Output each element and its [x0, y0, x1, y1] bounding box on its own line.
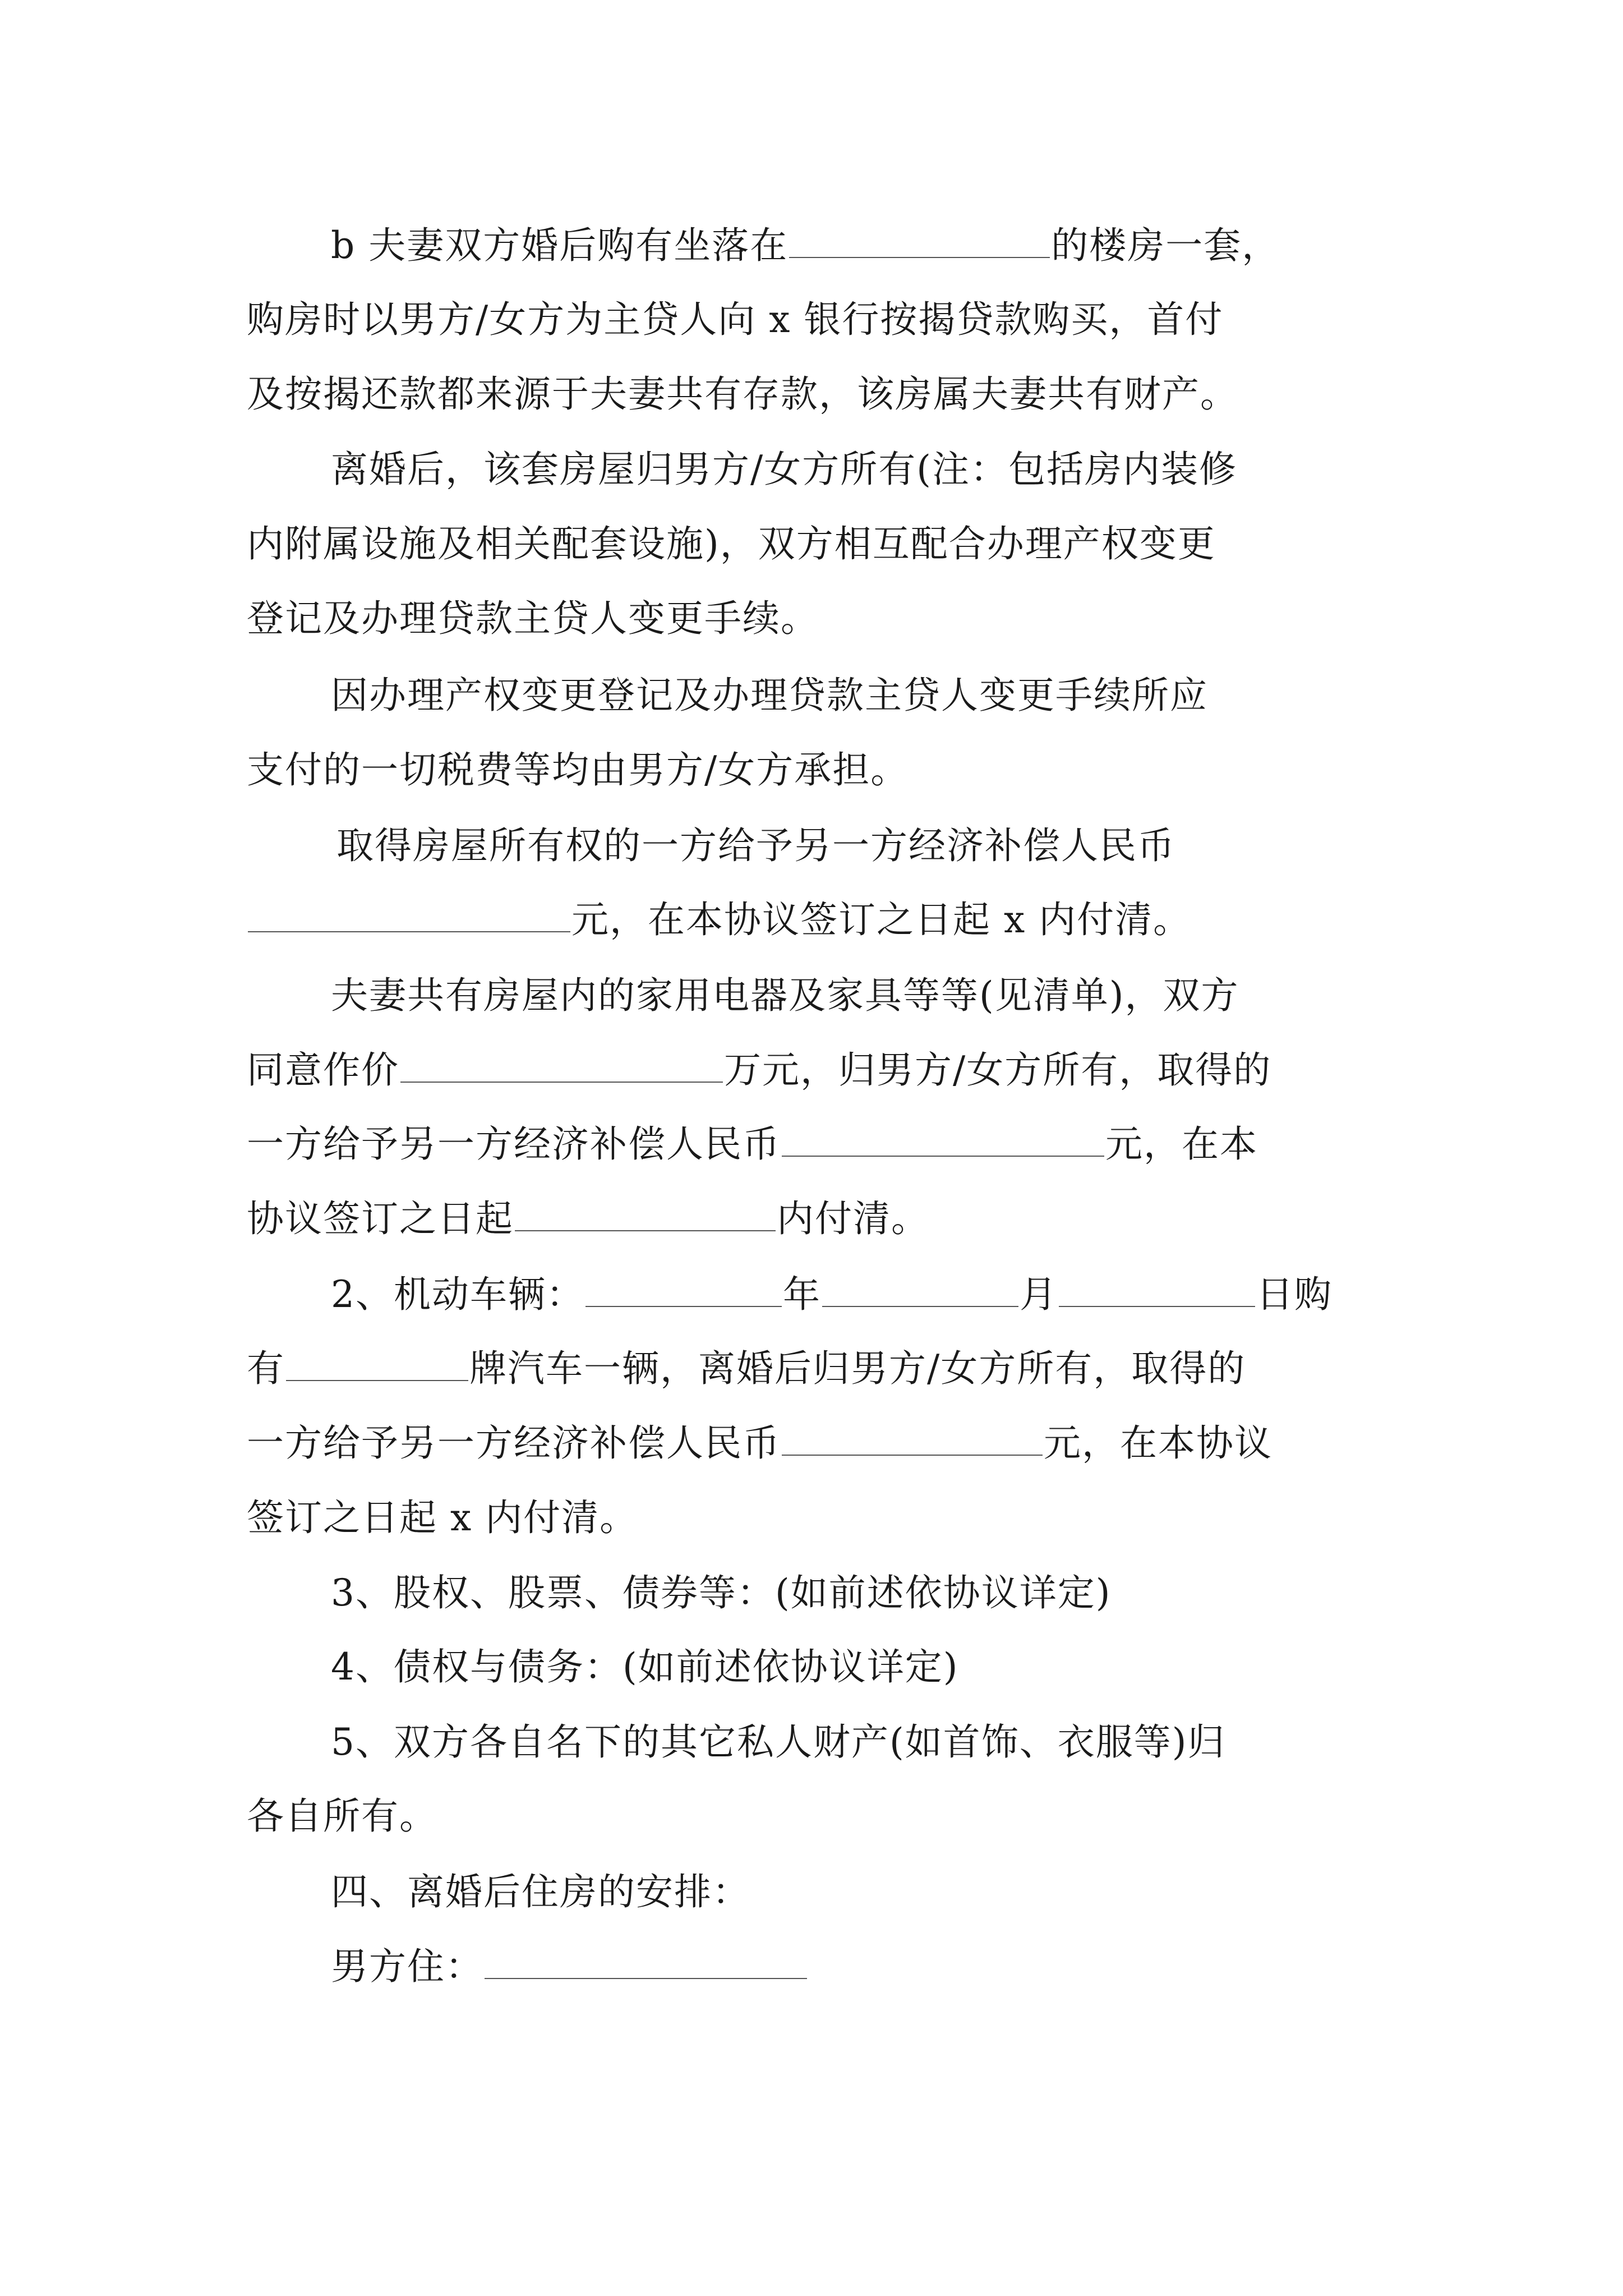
line-12-text-b: 万元，归男方/女方所有，取得的 [724, 1048, 1272, 1092]
line-16-text-a: 有 [247, 1347, 285, 1390]
line-4: 离婚后，该套房屋归男方/女方所有(注：包括房内装修 [331, 448, 1237, 491]
line-24-text-a: 男方住： [331, 1945, 483, 1988]
line-12 [247, 1048, 1271, 1093]
line-16-text-b: 牌汽车一辆，离婚后归男方/女方所有，取得的 [469, 1347, 1246, 1390]
blank-male-residence [485, 1944, 807, 1979]
line-1 [331, 223, 1280, 268]
line-15 [331, 1272, 1332, 1317]
line-20: 4、债权与债务：(如前述依协议详定) [331, 1645, 959, 1688]
line-13-text-b: 元，在本 [1105, 1122, 1258, 1166]
line-17 [247, 1421, 1272, 1466]
line-24 [331, 1944, 808, 1989]
line-14-text-b: 内付清。 [777, 1197, 929, 1240]
line-15-text-c: 月 [1020, 1273, 1058, 1316]
line-19: 3、股权、股票、债券等：(如前述依协议详定) [331, 1571, 1112, 1614]
line-1-text-b: 的楼房一套， [1051, 224, 1280, 267]
line-13 [247, 1122, 1258, 1167]
blank-car-brand [286, 1346, 468, 1381]
blank-day [1059, 1272, 1255, 1307]
line-7: 因办理产权变更登记及办理贷款主贷人变更手续所应 [331, 674, 1208, 717]
line-14 [247, 1197, 929, 1241]
line-21: 5、双方各自名下的其它私人财产(如首饰、衣服等)归 [331, 1720, 1226, 1764]
line-16 [247, 1346, 1246, 1391]
line-8: 支付的一切税费等均由男方/女方承担。 [247, 748, 909, 792]
line-10 [247, 898, 1191, 942]
section-heading-housing: 四、离婚后住房的安排： [331, 1870, 750, 1913]
line-12-text-a: 同意作价 [247, 1048, 399, 1092]
line-17-text-b: 元，在本协议 [1044, 1421, 1272, 1465]
line-3: 及按揭还款都来源于夫妻共有存款，该房属夫妻共有财产。 [247, 372, 1238, 416]
line-17-text-a: 一方给予另一方经济补偿人民币 [247, 1421, 781, 1465]
blank-month [822, 1272, 1018, 1307]
line-1-text-a: b 夫妻双方婚后购有坐落在 [331, 224, 789, 267]
blank-appraisal-price [400, 1048, 723, 1083]
line-10-text-b: 元，在本协议签订之日起 x 内付清。 [571, 898, 1192, 941]
line-15-text-d: 日购 [1256, 1273, 1332, 1316]
line-5: 内附属设施及相关配套设施)，双方相互配合办理产权变更 [247, 522, 1216, 565]
line-11: 夫妻共有房屋内的家用电器及家具等等(见清单)，双方 [331, 974, 1239, 1017]
blank-house-location [789, 223, 1050, 258]
line-9: 取得房屋所有权的一方给予另一方经济补偿人民币 [336, 824, 1175, 867]
line-6: 登记及办理贷款主贷人变更手续。 [247, 597, 819, 640]
line-22: 各自所有。 [247, 1795, 437, 1838]
blank-compensation-3 [782, 1421, 1043, 1456]
line-14-text-a: 协议签订之日起 [247, 1197, 514, 1240]
blank-payment-period [515, 1197, 776, 1231]
blank-year [585, 1272, 782, 1307]
blank-compensation-2 [782, 1122, 1104, 1157]
blank-compensation-1 [248, 898, 570, 932]
line-13-text-a: 一方给予另一方经济补偿人民币 [247, 1122, 781, 1166]
line-2: 购房时以男方/女方为主贷人向 x 银行按揭贷款购买，首付 [247, 298, 1224, 341]
line-15-text-b: 年 [783, 1273, 821, 1316]
line-18: 签订之日起 x 内付清。 [247, 1496, 638, 1539]
line-15-text-a: 2、机动车辆： [331, 1273, 584, 1316]
